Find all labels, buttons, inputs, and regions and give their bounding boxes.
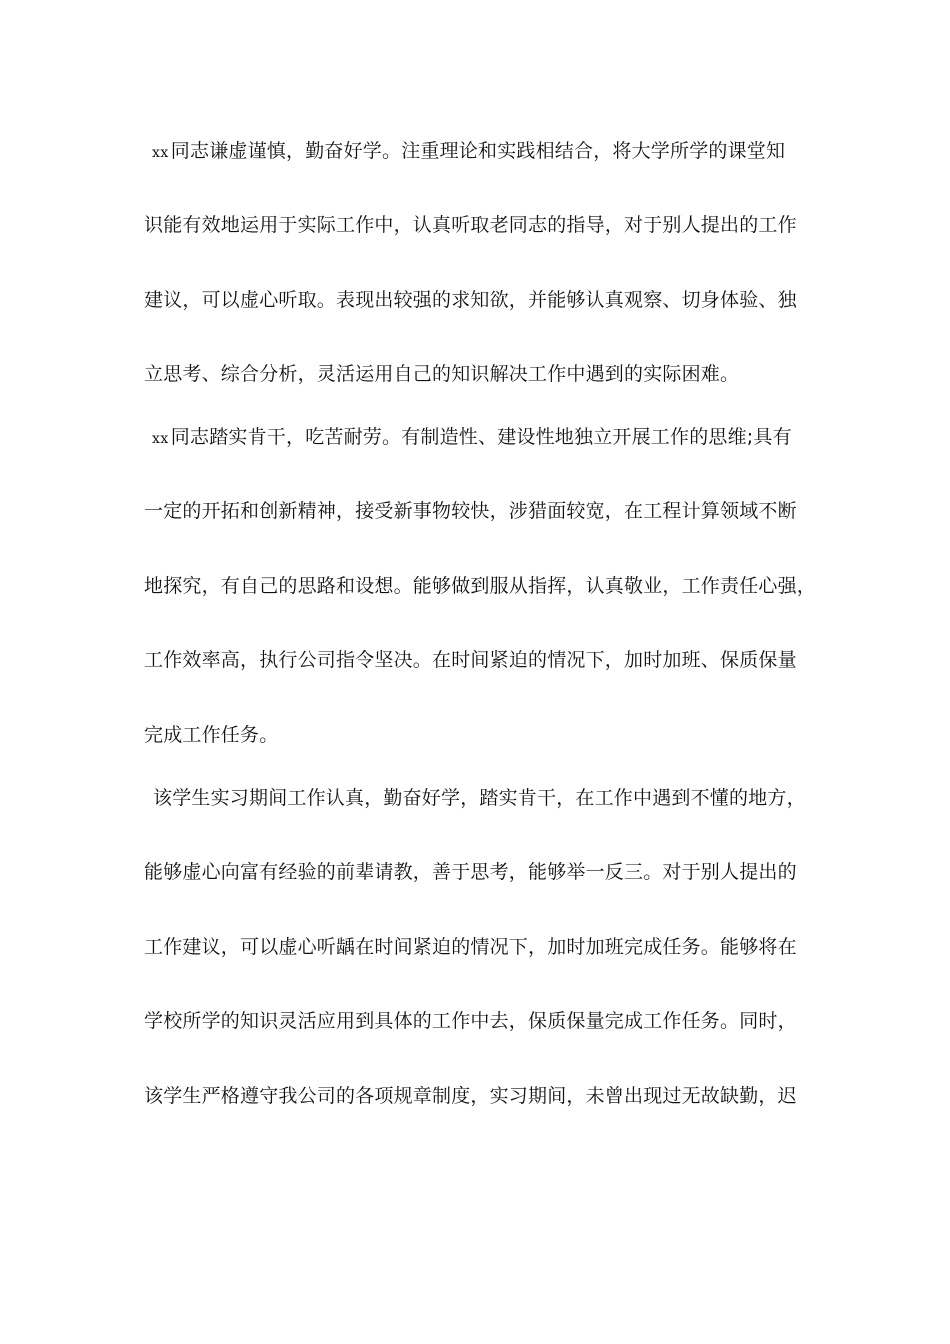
paragraph-2-line-4: 工作效率高，执行公司指令坚决。在时间紧迫的情况下，加时加班、保质保量	[144, 649, 797, 671]
paragraph-3-line-2: 能够虚心向富有经验的前辈请教，善于思考，能够举一反三。对于别人提出的	[144, 861, 797, 883]
paragraph-1-line-2: 识能有效地运用于实际工作中，认真听取老同志的指导，对于别人提出的工作	[144, 214, 797, 236]
paragraph-3-line-1: 该学生实习期间工作认真，勤奋好学，踏实肯干，在工作中遇到不懂的地方，	[153, 787, 806, 809]
xx-marker: xx	[152, 431, 169, 447]
paragraph-1-line-3: 建议，可以虚心听取。表现出较强的求知欲，并能够认真观察、切身体验、独	[144, 289, 797, 311]
paragraph-2-line-3: 地探究，有自己的思路和设想。能够做到服从指挥，认真敬业，工作责任心强，	[144, 575, 817, 597]
paragraph-2-line-5: 完成工作任务。	[144, 724, 279, 746]
paragraph-1-line-1: xx 同志谦虚谨慎，勤奋好学。注重理论和实践相结合，将大学所学的课堂知	[152, 140, 786, 162]
paragraph-3-line-4: 学校所学的知识灵活应用到具体的工作中去，保质保量完成工作任务。同时，	[144, 1010, 797, 1032]
paragraph-3-line-3: 工作建议，可以虚心听龋在时间紧迫的情况下，加时加班完成任务。能够将在	[144, 936, 797, 958]
paragraph-3-line-5: 该学生严格遵守我公司的各项规章制度，实习期间，未曾出现过无故缺勤，迟	[144, 1085, 797, 1107]
paragraph-2-line-2: 一定的开拓和创新精神，接受新事物较快，涉猎面较宽，在工程计算领域不断	[144, 500, 797, 522]
paragraph-2-line-1: xx 同志踏实肯干，吃苦耐劳。有制造性、建设性地独立开展工作的思维;具有	[152, 426, 792, 448]
xx-marker: xx	[152, 145, 169, 161]
paragraph-1-line-4: 立思考、综合分析，灵活运用自己的知识解决工作中遇到的实际困难。	[144, 363, 740, 385]
